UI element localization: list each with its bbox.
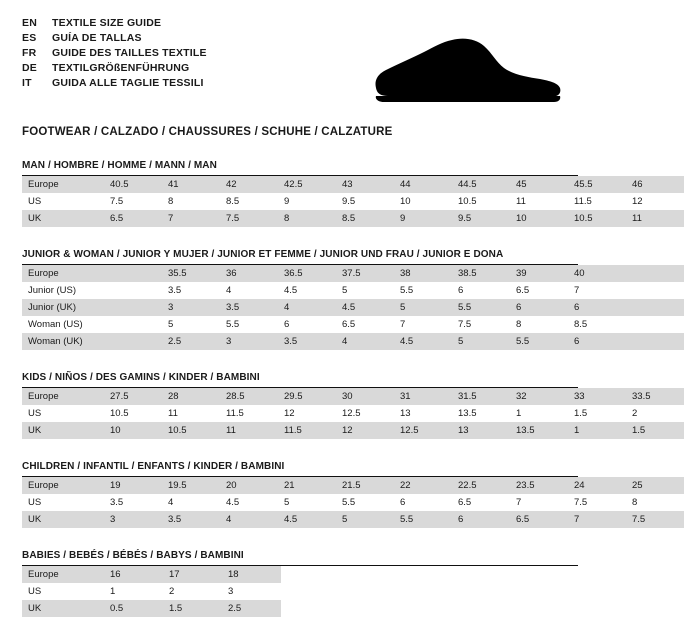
cell: 35.5 [162,265,220,282]
cell: 6.5 [510,511,568,528]
cell: 9 [394,210,452,227]
cell: 8 [626,494,684,511]
cell: 3 [162,299,220,316]
cell: 27.5 [104,388,162,405]
cell: 5 [336,282,394,299]
cell: 5.5 [510,333,568,350]
group-babies [22,550,578,617]
cell [626,316,684,333]
cell: 10.5 [162,422,220,439]
table-row [22,583,281,600]
cell: 16 [104,566,163,583]
cell: 7 [568,511,626,528]
size-table-children [22,477,684,528]
cell: 5.5 [336,494,394,511]
row-label: UK [22,210,104,227]
cell: 6 [278,316,336,333]
cell: 22 [394,477,452,494]
cell: 5 [162,316,220,333]
cell: 13 [394,405,452,422]
cell: 40 [568,265,626,282]
cell: 28 [162,388,220,405]
language-title: GUÍA DE TALLAS [52,32,142,44]
cell [626,299,684,316]
row-label: UK [22,600,104,617]
cell: 8.5 [336,210,394,227]
cell: 21 [278,477,336,494]
cell: 4 [278,299,336,316]
cell: 36.5 [278,265,336,282]
cell: 43 [336,176,394,193]
language-code: IT [22,77,32,89]
group-title: KIDS / NIÑOS / DES GAMINS / KINDER / BAMBINI [22,372,578,388]
cell: 5.5 [452,299,510,316]
cell: 17 [163,566,222,583]
cell: 3 [220,333,278,350]
language-row [22,16,207,30]
cell: 12 [336,422,394,439]
cell: 21.5 [336,477,394,494]
cell: 36 [220,265,278,282]
group-title: CHILDREN / INFANTIL / ENFANTS / KINDER / BAMBINI [22,461,578,477]
row-label: Woman (UK) [22,333,104,350]
cell: 44.5 [452,176,510,193]
table-row [22,265,684,282]
cell [104,265,162,282]
cell: 7.5 [568,494,626,511]
cell: 7.5 [104,193,162,210]
cell: 4.5 [394,333,452,350]
size-table-man [22,176,684,227]
cell [104,316,162,333]
cell: 8 [162,193,220,210]
cell: 31.5 [452,388,510,405]
cell: 29.5 [278,388,336,405]
cell: 0.5 [104,600,163,617]
cell: 10 [510,210,568,227]
cell: 10 [104,422,162,439]
cell: 2 [626,405,684,422]
cell: 7 [162,210,220,227]
cell: 30 [336,388,394,405]
cell: 38.5 [452,265,510,282]
group-title: BABIES / BEBÉS / BÉBÉS / BABYS / BAMBINI [22,550,578,566]
cell: 39 [510,265,568,282]
table-row [22,333,684,350]
cell: 6 [568,333,626,350]
cell: 31 [394,388,452,405]
cell: 1 [104,583,163,600]
cell: 1.5 [163,600,222,617]
cell [104,282,162,299]
cell: 40.5 [104,176,162,193]
cell: 6 [452,282,510,299]
row-label: Woman (US) [22,316,104,333]
cell: 9.5 [336,193,394,210]
cell: 3.5 [104,494,162,511]
table-row [22,316,684,333]
cell: 12 [278,405,336,422]
cell: 4 [220,511,278,528]
cell: 4.5 [278,511,336,528]
cell: 11 [626,210,684,227]
size-table-junior-woman [22,265,684,350]
cell: 5 [278,494,336,511]
cell: 8.5 [220,193,278,210]
cell [104,333,162,350]
language-code: EN [22,17,37,29]
dress-shoe-icon [368,30,568,110]
language-code: ES [22,32,37,44]
language-list [22,14,207,90]
cell: 6 [452,511,510,528]
cell: 8.5 [568,316,626,333]
cell: 10.5 [568,210,626,227]
cell: 10.5 [104,405,162,422]
cell: 32 [510,388,568,405]
cell: 41 [162,176,220,193]
table-row [22,193,684,210]
cell: 7.5 [452,316,510,333]
cell: 4.5 [336,299,394,316]
cell: 33 [568,388,626,405]
cell: 2 [163,583,222,600]
cell: 2.5 [222,600,281,617]
row-label: US [22,405,104,422]
language-row [22,61,207,75]
row-label: US [22,193,104,210]
cell: 3.5 [162,282,220,299]
row-label: Junior (US) [22,282,104,299]
cell: 19.5 [162,477,220,494]
cell: 11 [162,405,220,422]
language-title: TEXTILGRÖßENFÜHRUNG [52,62,190,74]
cell: 45.5 [568,176,626,193]
size-table-kids [22,388,684,439]
cell: 20 [220,477,278,494]
language-code: FR [22,47,37,59]
cell: 3 [104,511,162,528]
group-man [22,160,643,227]
cell: 1 [510,405,568,422]
language-title: GUIDE DES TAILLES TEXTILE [52,47,207,59]
cell: 6.5 [104,210,162,227]
row-label: Europe [22,265,104,282]
cell: 4.5 [220,494,278,511]
cell: 7 [510,494,568,511]
cell: 45 [510,176,568,193]
cell: 2.5 [162,333,220,350]
cell: 4 [162,494,220,511]
row-label: Junior (UK) [22,299,104,316]
group-title: JUNIOR & WOMAN / JUNIOR Y MUJER / JUNIOR ET FEMME / JUNIOR UND FRAU / JUNIOR E DONA [22,249,578,265]
cell: 28.5 [220,388,278,405]
cell [626,282,684,299]
table-row [22,422,684,439]
cell: 46 [626,176,684,193]
language-code: DE [22,62,37,74]
cell: 25 [626,477,684,494]
cell: 33.5 [626,388,684,405]
cell: 11 [510,193,568,210]
cell: 18 [222,566,281,583]
cell: 1 [568,422,626,439]
table-row [22,477,684,494]
row-label: Europe [22,477,104,494]
cell: 9 [278,193,336,210]
cell: 1.5 [568,405,626,422]
language-title: TEXTILE SIZE GUIDE [52,17,162,29]
row-label: UK [22,422,104,439]
cell: 22.5 [452,477,510,494]
cell: 4 [336,333,394,350]
cell: 11.5 [568,193,626,210]
cell: 37.5 [336,265,394,282]
cell: 13.5 [510,422,568,439]
cell: 3.5 [278,333,336,350]
cell: 6.5 [510,282,568,299]
cell: 11.5 [220,405,278,422]
cell: 42.5 [278,176,336,193]
table-row [22,511,684,528]
cell: 42 [220,176,278,193]
language-title: GUIDA ALLE TAGLIE TESSILI [52,77,204,89]
language-row [22,31,207,45]
cell: 11 [220,422,278,439]
cell: 13.5 [452,405,510,422]
table-row [22,494,684,511]
cell: 5 [394,299,452,316]
cell: 5 [336,511,394,528]
cell: 3.5 [162,511,220,528]
cell: 9.5 [452,210,510,227]
size-table-babies [22,566,281,617]
cell: 3.5 [220,299,278,316]
cell [626,265,684,282]
cell: 7.5 [220,210,278,227]
cell: 6 [510,299,568,316]
cell: 4.5 [278,282,336,299]
cell: 8 [510,316,568,333]
language-row [22,76,207,90]
row-label: US [22,583,104,600]
cell: 24 [568,477,626,494]
cell: 44 [394,176,452,193]
row-label: Europe [22,176,104,193]
cell: 6 [568,299,626,316]
cell: 6 [394,494,452,511]
cell: 7.5 [626,511,684,528]
table-row [22,299,684,316]
cell: 4 [220,282,278,299]
table-row [22,210,684,227]
cell: 6.5 [336,316,394,333]
cell: 10 [394,193,452,210]
cell: 6.5 [452,494,510,511]
cell: 10.5 [452,193,510,210]
cell: 23.5 [510,477,568,494]
cell: 12.5 [336,405,394,422]
cell: 5 [452,333,510,350]
language-row [22,46,207,60]
cell: 8 [278,210,336,227]
cell: 13 [452,422,510,439]
cell: 38 [394,265,452,282]
page-header [22,14,578,110]
cell: 11.5 [278,422,336,439]
cell [104,299,162,316]
table-row [22,388,684,405]
cell: 12.5 [394,422,452,439]
cell: 1.5 [626,422,684,439]
row-label: UK [22,511,104,528]
cell: 5.5 [394,511,452,528]
cell: 3 [222,583,281,600]
cell: 7 [568,282,626,299]
row-label: US [22,494,104,511]
table-row [22,600,281,617]
row-label: Europe [22,388,104,405]
group-junior-woman [22,249,588,350]
row-label: Europe [22,566,104,583]
group-kids [22,372,651,439]
cell: 5.5 [394,282,452,299]
cell: 5.5 [220,316,278,333]
table-row [22,566,281,583]
table-row [22,176,684,193]
table-row [22,282,684,299]
group-children [22,461,646,528]
cell: 12 [626,193,684,210]
table-row [22,405,684,422]
cell: 7 [394,316,452,333]
cell: 19 [104,477,162,494]
cell [626,333,684,350]
footwear-section-title: FOOTWEAR / CALZADO / CHAUSSURES / SCHUHE / CALZATURE [22,126,393,138]
group-title: MAN / HOMBRE / HOMME / MANN / MAN [22,160,578,176]
